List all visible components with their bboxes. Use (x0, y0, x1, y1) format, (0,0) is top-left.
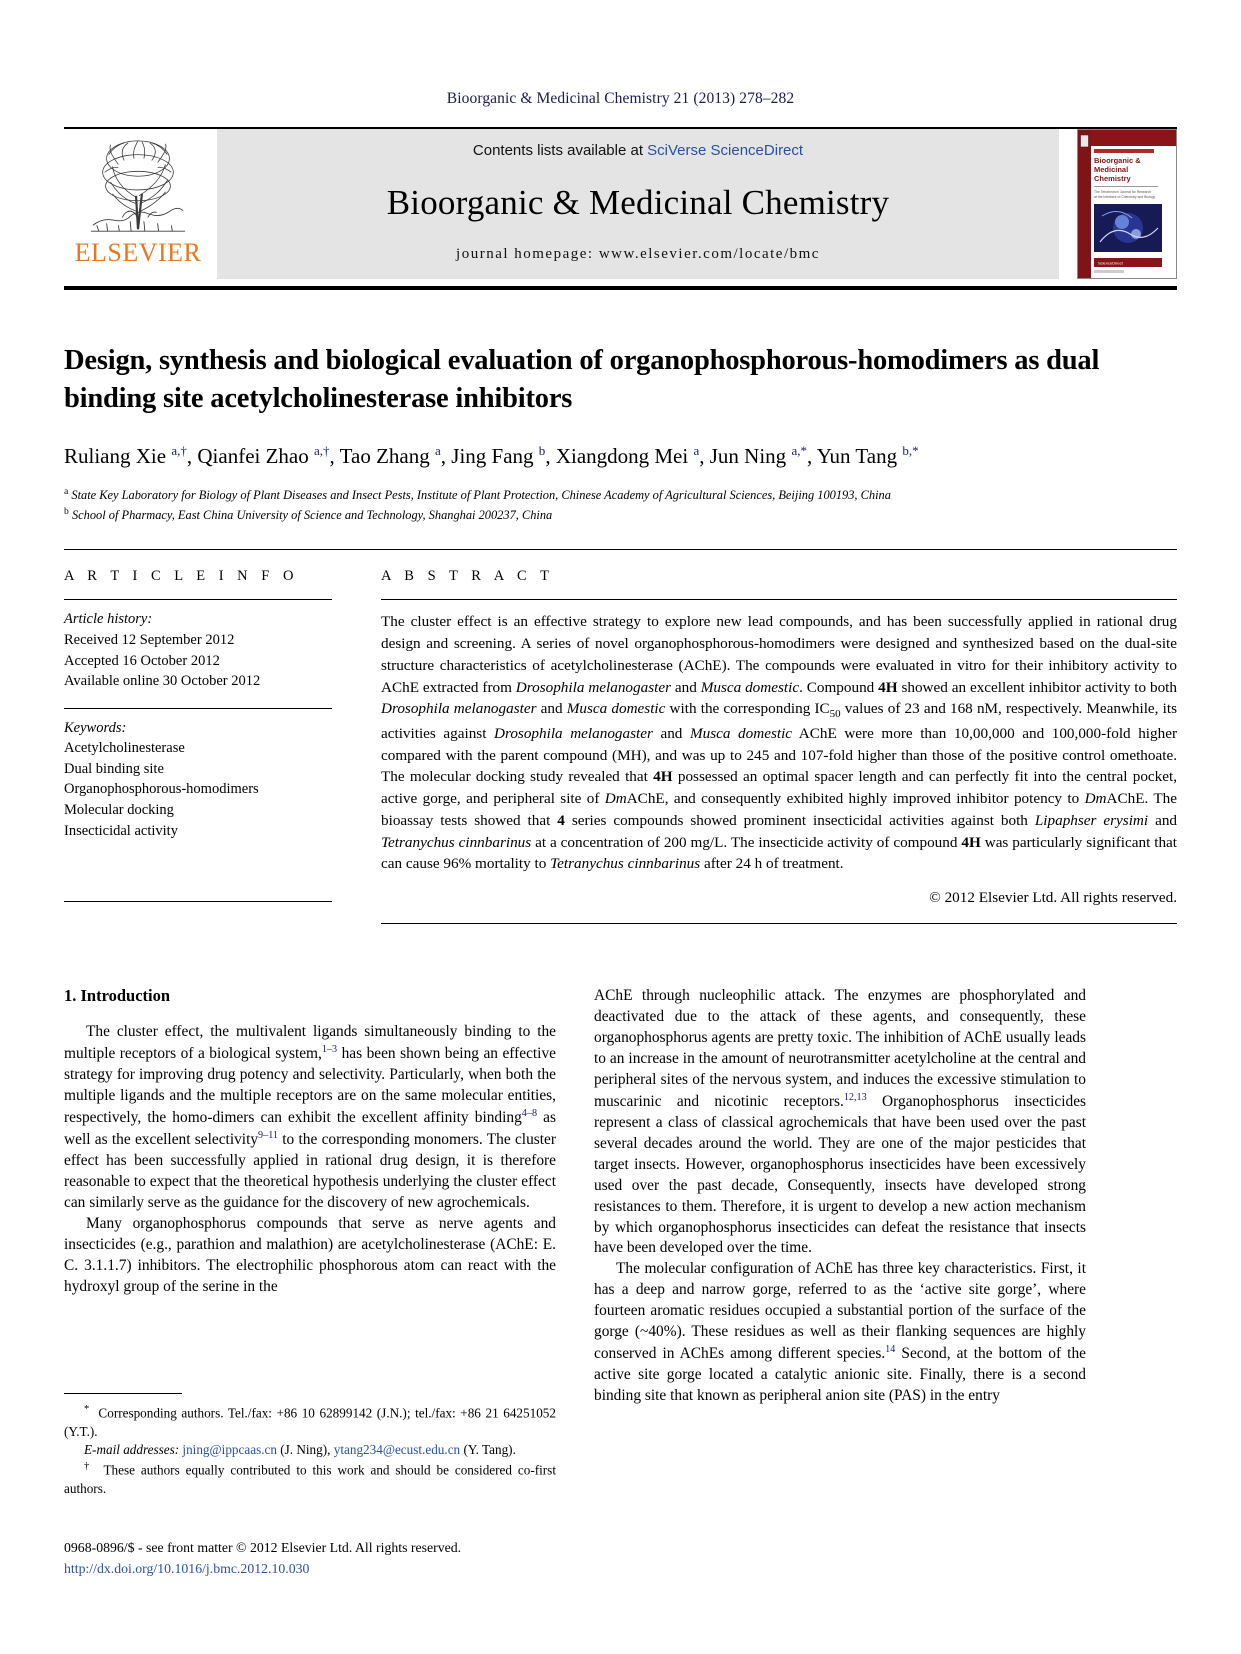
body-columns (64, 986, 1177, 1407)
article-info-column (64, 568, 332, 924)
svg-text:The Tetrahedron Journal for Re: The Tetrahedron Journal for Research (1094, 190, 1152, 194)
footnote-email-addresses[interactable]: E-mail addresses: jning@ippcaas.cn (J. Ning), ytang234@ecust.edu.cn (Y. Tang). (84, 1442, 516, 1458)
svg-text:Bioorganic &: Bioorganic & (1094, 156, 1141, 165)
affiliation-a: $^a$ State Key Laboratory for Biology of Plant Diseases and Insect Pests, Institute of Plant Protection, Chinese Academy of Agricultural Sciences, Beijing 100193, China (64, 486, 891, 503)
intro-paragraph-1: The cluster effect, the multivalent ligands simultaneously binding to the multiple receptors of a biological system,$^{1-3}$ has been shown being an effective strategy for improving drug potency and selectivity. Particularly, when both the multiple ligands and the multiple receptors are on the same molecular entities, respectively, the homo-dimers can exhibit the excellent affinity binding$^{4-8}$ as well as the excellent selectivity$^{9-11}$ to the corresponding monomers. The cluster effect has been successfully applied in rational drug design, it is therefore reasonable to expect that the theoretical hypothesis underlying the cluster effect can similarly serve as the guidance for the discovery of new agrochemicals. (64, 1023, 557, 1211)
affiliation-b-text: School of Pharmacy, East China University of Science and Technology, Shanghai 200237, China (71, 508, 553, 523)
doi-link[interactable]: http://dx.doi.org/10.1016/j.bmc.2012.10.030 (64, 1560, 310, 1576)
journal-banner (217, 129, 1059, 279)
body-column-left (64, 986, 556, 1407)
journal-masthead (64, 127, 1177, 279)
svg-text:Chemistry: Chemistry (1094, 174, 1131, 183)
info-abstract-section (64, 549, 1177, 924)
keywords-group (64, 709, 332, 841)
abstract-heading: A B S T R A C T (381, 568, 554, 585)
affiliation-b: $^b$ School of Pharmacy, East China University of Science and Technology, Shanghai 200237, China (64, 506, 553, 523)
title-block (64, 342, 1177, 525)
footnote-rule (64, 1393, 182, 1394)
keyword-item: Molecular docking (64, 801, 174, 818)
elsevier-tree-icon (79, 135, 197, 239)
author-list: Ruliang Xie $^{a,\dagger}$, Qianfei Zhao $^{a,\dagger}$, Tao Zhang $^a$, Jing Fang $^b$, Xiangdong Mei $^a$, Jun Ning $^{a,*}$, Yun Tang $^{b,*}$ (64, 442, 919, 468)
svg-text:ScienceDirect: ScienceDirect (1098, 260, 1123, 266)
history-received: Received 12 September 2012 (64, 631, 235, 648)
introduction-heading: 1. Introduction (64, 986, 171, 1006)
elsevier-logo-block (64, 129, 212, 279)
footnote-equal-contribution: † These authors equally contributed to this work and should be considered co-first authors. (64, 1460, 556, 1496)
abstract-text: The cluster effect is an effective strategy to explore new lead compounds, and has been successfully applied in rational drug design and screening. A series of novel organophosphorous-homodimers were designed and synthesized based on the dual-site structure characteristics of acetylcholinesterase (AChE). The compounds were evaluated in vitro for their inhibitory activity to AChE extracted from Drosophila melanogaster and Musca domestic. Compound 4H showed an excellent inhibitor activity to both Drosophila melanogaster and Musca domestic with the corresponding $IC_{50}$ values of 23 and 168 nM, respectively. Meanwhile, its activities against Drosophila melanogaster and Musca domestic AChE were more than 10,00,000 and 100,000-fold higher compared with the parent compound (MH), and was up to 245 and 107-fold higher than those of the positive control omethoate. The molecular docking study revealed that 4H possessed an optimal spacer length and can perfectly fit into the central pocket, active gorge, and peripheral site of DmAChE, and consequently exhibited highly improved inhibitor potency to DmAChE. The bioassay tests showed that 4 series compounds showed prominent insecticidal activities against both Lipaphser erysimi and Tetranychus cinnbarinus at a concentration of 200 mg/L. The insecticide activity of compound 4H was particularly significant that can cause 96% mortality to Tetranychus cinnbarinus after 24 h of treatment. (381, 613, 1178, 873)
footnote-corresponding-authors: * Corresponding authors. Tel./fax: +86 10 62899142 (J.N.); tel./fax: +86 21 64251052 (Y.T.). (64, 1404, 556, 1439)
history-accepted: Accepted 16 October 2012 (64, 652, 220, 669)
intro-paragraph-2: Many organophosphorus compounds that serve as nerve agents and insecticides (e.g., parathion and malathion) are acetylcholinesterase (AChE: E. C. 3.1.1.7) inhibitors. The electrophilic phosphorous atom can react with the hydroxyl group of the serine in the (64, 1214, 556, 1295)
abstract-rule-bottom (381, 923, 1177, 924)
contents-prefix-text: Contents lists available at (472, 142, 648, 159)
keywords-label: Keywords: (64, 719, 127, 736)
keyword-item: Insecticidal activity (64, 822, 178, 839)
history-available-online: Available online 30 October 2012 (64, 673, 261, 690)
elsevier-wordmark: ELSEVIER (74, 238, 202, 267)
affiliation-list (64, 485, 1177, 525)
body-column-right (594, 986, 1086, 1407)
page-footer (64, 1538, 624, 1579)
keyword-item: Organophosphorous-homodimers (64, 781, 259, 798)
journal-title: Bioorganic & Medicinal Chemistry (386, 182, 890, 222)
keyword-item: Acetylcholinesterase (64, 740, 185, 757)
article-info-rule-bottom (64, 901, 332, 902)
abstract-copyright: © 2012 Elsevier Ltd. All rights reserved. (929, 889, 1177, 907)
intro-paragraph-4: The molecular configuration of AChE has three key characteristics. First, it has a deep and narrow gorge, referred to as the ‘active site gorge’, where fourteen aromatic residues occupied a substantial portion of the surface of the gorge (~40%). These residues as well as their flanking sequences are highly conserved in AChEs among different species.$^{14}$ Second, at the bottom of the active site gorge located a catalytic anionic site. Finally, there is a second binding site that known as peripheral anion site (PAS) in the entry (594, 1260, 1086, 1405)
svg-text:at the Interface of Chemistry: at the Interface of Chemistry and Biology (1094, 195, 1156, 199)
article-info-heading: A R T I C L E I N F O (64, 568, 299, 585)
affiliation-a-text: State Key Laboratory for Biology of Plant Diseases and Insect Pests, Institute of Plant Protection, Chinese Academy of Agricultural Sciences, Beijing 100193, China (71, 488, 891, 503)
masthead-bottom-rule (64, 286, 1177, 290)
contents-available-line (473, 142, 803, 159)
article-history-group (64, 600, 332, 691)
front-matter-line: 0968-0896/$ - see front matter © 2012 Elsevier Ltd. All rights reserved. (64, 1540, 462, 1555)
running-head: Bioorganic & Medicinal Chemistry 21 (2013) 278–282 (446, 90, 795, 107)
abstract-column (381, 568, 1177, 924)
svg-text:Medicinal: Medicinal (1094, 165, 1129, 174)
article-history-label: Article history: (64, 611, 153, 628)
footnote-zone (64, 1393, 556, 1498)
cover-artwork-icon (1078, 130, 1177, 279)
paper-title: Design, synthesis and biological evaluation of organophosphorous-homodimers as dual binding site acetylcholinesterase inhibitors (64, 345, 1100, 414)
journal-homepage-line[interactable]: journal homepage: www.elsevier.com/locate/bmc (456, 246, 820, 262)
intro-paragraph-3: AChE through nucleophilic attack. The enzymes are phosphorylated and deactivated due to the attack of these agents, and consequently, these organophosphorus agents are pretty toxic. The inhibition of AChE usually leads to an increase in the amount of neurotransmitter acetylcholine at the central and peripheral sites of the nervous system, and induces the excessive stimulation to muscarinic and nicotinic receptors.$^{12,13}$ Organophosphorus insecticides represent a class of classical agrochemicals that have been used over the past several decades around the world. They are one of the major pesticides that target insects. However, organophosphorus insecticides have been excessively used over the past decade, Consequently, insects have developed strong resistances to them. Therefore, it is urgent to develop a new action mechanism by which organophosphorus insecticides can defeat the resistance that insects have been developed over the time. (594, 987, 1087, 1257)
keyword-item: Dual binding site (64, 760, 164, 777)
sciencedirect-link[interactable]: SciVerse ScienceDirect (647, 142, 804, 159)
journal-cover-thumbnail (1077, 129, 1177, 279)
